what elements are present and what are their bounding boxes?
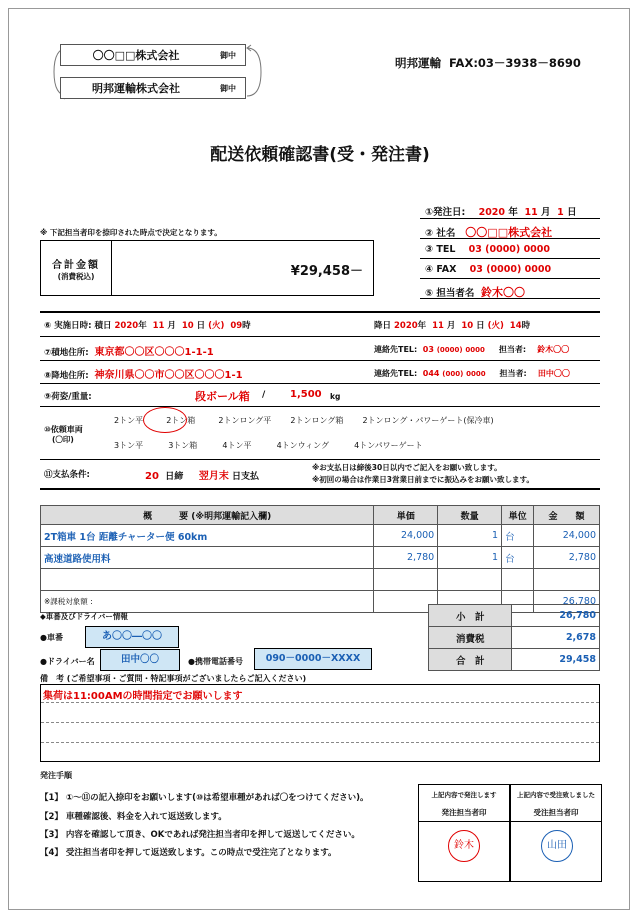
bracket-arrow-right-icon [243,44,265,100]
header-unit: 単位 [502,506,534,525]
header-desc: 概 要 (※明邦運輸記入欄) [41,506,374,525]
sender-name: 明邦運輸 [395,56,441,70]
cargo-unit: kg [330,392,341,401]
order-tel: ③ TEL 03 (0000) 0000 [425,244,551,255]
procedure-step: 【4】 受注担当者印を押して返送致します。この時点で受注完了となります。 [40,848,337,858]
vehicle-selected-circle [143,407,187,433]
cargo-type: 段ボール箱 [195,390,250,403]
payment-terms: 20 日締 翌月末 日支払 [145,471,260,482]
car-number: あ〇〇―〇〇 [85,626,179,648]
cargo-label: ⑨荷姿/重量: [44,392,92,402]
unload-place: ⑧降地住所: 神奈川県〇〇市〇〇区〇〇〇1-1 [44,370,243,381]
vehicle-option[interactable]: 2トンロング箱 [290,416,344,425]
page-title: 配送依頼確認書(受・発注書) [210,145,430,165]
addressee-name: 明邦運輸株式会社 [92,82,180,95]
payment-label: ⑪支払条件: [44,470,90,480]
procedure-step: 【2】 車種確認後、料金を入れて返送致します。 [40,812,227,822]
sender [395,55,581,71]
total-label: 合計金額 [52,260,100,271]
addressee-1 [60,44,246,66]
car-label: ●車番 [40,633,63,642]
procedure-step: 【3】 内容を確認して頂き、OKであれば発注担当者印を押して返送してください。 [40,830,360,840]
vehicle-option[interactable]: 3トン平 [114,441,144,450]
table-row: 2T箱車 1台 距離チャーター便 60km 24,000 1 台 24,000 [41,525,600,547]
procedure-title: 発注手順 [40,771,72,780]
vehicle-option[interactable]: 3トン箱 [168,441,198,450]
summary-table: 小 計 26,780 消費税 2,678 合 計 29,458 [428,604,600,671]
remarks-box[interactable] [40,684,600,762]
payment-note-2: ※初回の場合は作業日3営業日前までに振込みをお願い致します。 [312,475,534,484]
vehicle-label: ⑩依頼車両 [44,425,83,434]
order-stamp-box: 上記内容で発注します 発注担当者印 鈴木 [418,784,510,882]
table-row [41,569,600,591]
unload-contact: 連絡先TEL: 044 (000) 0000 担当者: 田中〇〇 [374,369,570,378]
addressee-suffix: 御中 [220,50,236,60]
phone-label: ●携帯電話番号 [188,657,243,666]
receipt-stamp-box: 上記内容で受注致しました 受注担当者印 山田 [510,784,602,882]
driver-section-label: ◆車番及びドライバー情報 [40,612,128,621]
header-qty: 数量 [438,506,502,525]
schedule-row: ⑥ 実施日時: 積日 2020年 11 月 10 日 (火) 09時 [44,321,251,331]
addressee-name: 〇〇□□株式会社 [92,49,180,62]
table-row: ※課税対象額 : 26,780 [41,591,600,613]
remarks-label: 備 考 (ご希望事項・ご質問・特記事項がございましたらご記入ください) [40,674,307,683]
phone-number: 090－0000－XXXX [254,648,372,670]
header-price: 単価 [374,506,438,525]
order-date: ①発注日: 2020 年 11 月 1 日 [425,207,577,218]
table-row: 高速道路使用料 2,780 1 台 2,780 [41,547,600,569]
vehicle-option[interactable]: 2トン箱 [166,416,196,425]
receipt-seal: 山田 [541,830,573,862]
procedure-step: 【1】 ①～⑪の記入捺印をお願いします(⑩は希望車種があれば〇をつけてください)。 [40,793,369,803]
vehicle-option[interactable]: 2トンロング平 [218,416,272,425]
vehicle-option[interactable]: 4トンウィング [276,441,330,450]
vehicle-option[interactable]: 4トンパワーゲート [354,441,423,450]
load-contact: 連絡先TEL: 03 (0000) 0000 担当者: 鈴木〇〇 [374,345,570,354]
sender-fax: FAX:03－3938－8690 [449,56,581,70]
header-amount: 金 額 [534,506,600,525]
driver-name: 田中〇〇 [100,649,180,671]
note-top: ※ 下記担当者印を捺印された時点で決定となります。 [40,228,222,237]
vehicle-option[interactable]: 4トン平 [222,441,252,450]
driver-label: ●ドライバー名 [40,657,95,666]
total-box [40,240,374,296]
total-sub: (消費税込) [57,272,95,281]
total-amount: ¥29,458－ [290,264,363,279]
order-fax: ④ FAX 03 (0000) 0000 [425,264,552,275]
addressee-2 [60,77,246,99]
vehicle-option[interactable]: 2トンロング・パワーゲート(保冷車) [362,416,494,425]
addressee-suffix: 御中 [220,83,236,93]
order-seal: 鈴木 [448,830,480,862]
vehicle-row-2 [114,440,423,451]
vehicle-option[interactable]: 2トン平 [114,416,144,425]
schedule-unload: 降日 2020年 11 月 10 日 (火) 14時 [374,321,531,331]
cargo-sep: / [262,390,266,400]
load-place: ⑦積地住所: 東京都〇〇区〇〇〇1-1-1 [44,347,214,358]
order-company: ② 社名 〇〇□□株式会社 [425,226,553,239]
items-table [40,505,600,613]
remarks-text: 集荷は11:00AMの時間指定でお願いします [43,691,243,702]
payment-note-1: ※お支払日は締後30日以内でご記入をお願い致します。 [312,463,502,472]
cargo-weight: 1,500 [290,389,322,400]
vehicle-sub: (〇印) [52,435,74,444]
order-person: ⑤ 担当者名 鈴木〇〇 [425,286,525,299]
